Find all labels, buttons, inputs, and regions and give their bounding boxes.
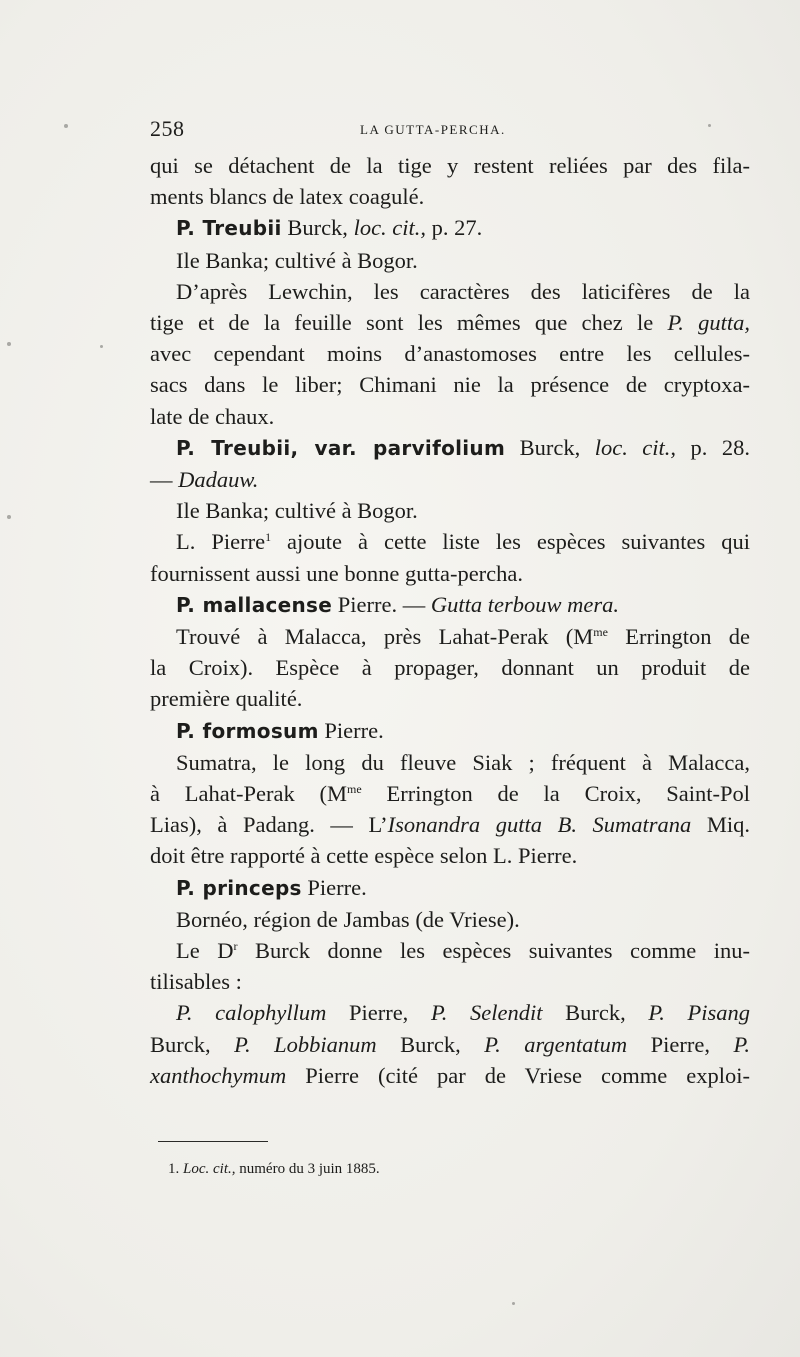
footnote-marker: 1: [265, 530, 272, 545]
page-ref: p. 28.: [676, 434, 751, 460]
text-span: Trouvé à Malacca, près Lahat-Perak (M: [176, 624, 594, 650]
author: Pierre. —: [332, 591, 431, 617]
text-line: late de chaux.: [150, 403, 275, 429]
species-italic: P. calophyllum: [176, 1000, 327, 1026]
running-title: LA GUTTA-PERCHA.: [360, 122, 506, 137]
species-name: P. princeps: [176, 875, 302, 900]
species-entry-treubii: [150, 212, 750, 244]
scan-speck: [512, 1302, 515, 1305]
author: Pierre.: [301, 874, 367, 900]
species-entry-formosum: [150, 715, 750, 747]
footnote-number: 1.: [168, 1161, 180, 1177]
text-line: fournissent aussi une bonne gutta-percha.: [150, 560, 524, 586]
scan-speck: [7, 515, 11, 519]
body-text: [150, 150, 750, 1091]
text-line: ments blancs de latex coagulé.: [150, 184, 425, 210]
text-line: qui se détachent de la tige y restent reliées par des fila-: [150, 153, 750, 178]
species-name: P. mallacense: [176, 592, 333, 617]
text-line: [150, 997, 750, 1028]
superscript: r: [233, 939, 238, 954]
scan-speck: [708, 124, 711, 127]
author: Burck,: [542, 1000, 649, 1026]
text-line: la Croix). Espèce à propager, donnant un produit de: [150, 655, 750, 681]
text-line: Sumatra, le long du fleuve Siak ; fréquent à Malacca,: [176, 749, 750, 775]
text-span: Miq.: [691, 812, 750, 838]
text-line: Ile Banka; cultivé à Bogor.: [176, 247, 418, 273]
species-entry-treubii-parvifolium: [150, 432, 750, 464]
text-span: L. Pierre: [176, 529, 266, 555]
species-entry-mallacense: [150, 589, 750, 621]
text-line: Bornéo, région de Jambas (de Vriese).: [176, 906, 520, 932]
text-span: à Lahat-Perak (M: [150, 781, 348, 807]
text-span: Lias), à Padang. — L’: [150, 812, 388, 838]
text-line: D’après Lewchin, les caractères des laticifères de la: [176, 278, 750, 304]
local-name: Gutta terbouw mera.: [430, 591, 619, 617]
species-italic: P. gutta,: [667, 310, 750, 336]
citation: loc. cit.,: [594, 434, 677, 460]
species-italic: xanthochymum: [150, 1062, 287, 1088]
footnote: [168, 1159, 380, 1179]
text-line: doit être rapporté à cette espèce selon L. Pierre.: [150, 843, 578, 869]
text-line: sacs dans le liber; Chimani nie la présence de cryptoxa-: [150, 372, 750, 398]
text-line: tilisables :: [150, 969, 242, 995]
footnote-divider: [158, 1141, 268, 1142]
footnote-citation: Loc. cit.,: [183, 1161, 236, 1177]
author: Pierre,: [627, 1031, 734, 1057]
author: Pierre,: [326, 1000, 431, 1026]
species-italic: Isonandra gutta B. Sumatrana: [387, 812, 692, 838]
author: Burck,: [505, 434, 595, 460]
page-ref: p. 27.: [426, 215, 483, 241]
species-italic: P.: [733, 1031, 750, 1057]
text-line: [150, 307, 750, 338]
dash: —: [150, 467, 179, 493]
scan-speck: [64, 124, 68, 128]
species-name: P. formosum: [176, 718, 319, 743]
text-line: [150, 935, 750, 966]
page-header: [150, 116, 750, 146]
text-line: [150, 464, 750, 495]
text-line: [150, 621, 750, 652]
text-line: [150, 809, 750, 840]
species-italic: P. Lobbianum: [234, 1031, 377, 1057]
author: Burck,: [150, 1031, 235, 1057]
author: Burck,: [281, 215, 354, 241]
text-span: Errington de la Croix, Saint-Pol: [361, 781, 750, 807]
species-entry-princeps: [150, 872, 750, 904]
text-line: première qualité.: [150, 686, 303, 712]
text-line: Ile Banka; cultivé à Bogor.: [176, 498, 418, 524]
citation: loc. cit.,: [353, 215, 427, 241]
footnote-text: numéro du 3 juin 1885.: [235, 1161, 380, 1177]
text-span: Errington de: [607, 624, 750, 650]
text-line: [150, 1060, 750, 1091]
text-span: Le D: [176, 938, 234, 964]
species-italic: P. Pisang: [648, 1000, 750, 1026]
text-line: [150, 1029, 750, 1060]
text-span: Burck donne les espèces suivantes comme inu-: [237, 938, 750, 964]
scan-speck: [100, 345, 103, 348]
text-line: avec cependant moins d’anastomoses entre les cellules-: [150, 341, 750, 367]
page-number: 258: [150, 116, 185, 141]
text-span: ajoute à cette liste les espèces suivantes qui: [271, 529, 750, 555]
species-name: P. Treubii: [176, 216, 282, 241]
species-italic: P. argentatum: [484, 1031, 628, 1057]
author: Burck,: [376, 1031, 485, 1057]
local-name: Dadauw.: [178, 467, 259, 493]
species-italic: P. Selendit: [430, 1000, 543, 1026]
text-span: Pierre (cité par de Vriese comme exploi-: [286, 1062, 750, 1088]
superscript: me: [593, 625, 608, 640]
text-span: tige et de la feuille sont les mêmes que chez le: [150, 310, 668, 336]
author: Pierre.: [318, 717, 384, 743]
text-line: [150, 526, 750, 557]
superscript: me: [347, 782, 362, 797]
scan-speck: [7, 342, 11, 346]
species-name: P. Treubii, var. parvifolium: [176, 435, 506, 460]
text-line: [150, 778, 750, 809]
